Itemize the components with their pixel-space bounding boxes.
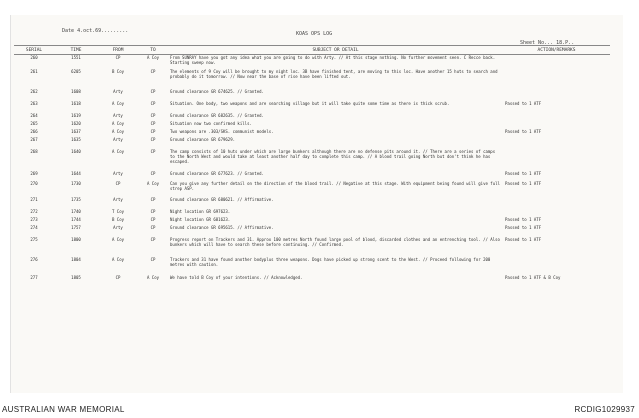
cell-serial: 261 <box>30 68 38 74</box>
table-row <box>14 225 610 237</box>
cell-from: CP <box>115 55 121 60</box>
cell-time: 1804 <box>71 256 81 262</box>
cell-subject: Ground clearance GR 674625. // Granted. <box>170 88 264 94</box>
cell-serial: 266 <box>30 128 38 134</box>
table-row <box>14 89 610 101</box>
table-row <box>14 275 610 297</box>
cell-from: Arty <box>113 170 123 176</box>
col-to: TO <box>138 46 168 55</box>
cell-from: B Coy <box>111 68 125 74</box>
cell-to: CP <box>150 208 156 214</box>
cell-action <box>503 69 610 89</box>
cell-subject: Situation now two confirmed kills. <box>170 120 252 126</box>
col-serial: SERIAL <box>14 46 54 55</box>
cell-to: A Coy <box>146 180 160 186</box>
cell-serial: 277 <box>30 274 38 280</box>
cell-action: Passed to 1 ATF <box>505 180 542 186</box>
cell-time: 1551 <box>71 55 81 60</box>
cell-from: Arty <box>113 88 123 94</box>
cell-serial: 262 <box>30 88 38 94</box>
cell-from: A Coy <box>111 128 125 134</box>
cell-action: Passed to 1 ATF <box>505 100 542 106</box>
cell-to: A Coy <box>146 274 160 280</box>
cell-serial: 260 <box>30 55 38 60</box>
date-field <box>62 28 128 34</box>
cell-time: 6205 <box>71 68 81 74</box>
cell-subject: Situation. One body, two weapons and are searching village but it will take quite some time as there is thick scrub. <box>170 100 450 106</box>
cell-to: CP <box>150 68 156 74</box>
table-row <box>14 137 610 149</box>
cell-subject: From SUNRAY have you got any idea what you are going to do with Arty. // At this stage nothing. No further movement seen. C Recce back. Starting sweep now. <box>170 55 496 65</box>
date-label: Date <box>62 28 75 34</box>
table-row <box>14 69 610 89</box>
table-row <box>14 129 610 137</box>
col-time: TIME <box>54 46 98 55</box>
date-value: 4.oct.69......... <box>77 28 129 34</box>
cell-serial: 272 <box>30 208 38 214</box>
sheet-value: 18.P.. <box>556 40 575 46</box>
cell-from: CP <box>115 180 121 186</box>
cell-subject: Ground clearance GR 682635. // Granted. <box>170 112 264 118</box>
cell-to: CP <box>150 256 156 262</box>
cell-action <box>503 121 610 129</box>
cell-action <box>503 55 610 69</box>
table-row <box>14 171 610 181</box>
table-row <box>14 197 610 209</box>
cell-action <box>503 89 610 101</box>
table-header-row <box>14 46 610 55</box>
table-row <box>14 181 610 197</box>
cell-from: Arty <box>113 136 123 142</box>
cell-serial: 273 <box>30 216 38 222</box>
cell-to: CP <box>150 170 156 176</box>
cell-action: Passed to 1 ATF <box>505 128 542 134</box>
cell-time: 1644 <box>71 170 81 176</box>
cell-serial: 267 <box>30 136 38 142</box>
cell-time: 1740 <box>71 208 81 214</box>
table-row <box>14 121 610 129</box>
cell-to: CP <box>150 216 156 222</box>
cell-serial: 264 <box>30 112 38 118</box>
cell-from: Arty <box>113 112 123 118</box>
cell-from: A Coy <box>111 236 125 242</box>
cell-subject: Trackers and 31 have found another bodyplus three weapons. Dogs have picked up strong scent to the West. // Proceed following for 200 metres with caution. <box>170 256 491 267</box>
cell-from: A Coy <box>111 256 125 262</box>
cell-subject: The elements of 9 Coy will be brought to my night loc. 3B have finished tent, are moving to this loc. Have another 15 huts to search and probably do it tomorrow. // Now near the base of rise have been lifted out. <box>170 68 498 79</box>
archive-credit: AUSTRALIAN WAR MEMORIAL <box>2 405 125 414</box>
cell-to: CP <box>150 236 156 242</box>
cell-to: CP <box>150 100 156 106</box>
table-row <box>14 217 610 225</box>
cell-action <box>503 257 610 275</box>
cell-time: 1735 <box>71 196 81 202</box>
col-from: FROM <box>98 46 138 55</box>
cell-subject: Ground clearance GR 677623. // Granted. <box>170 170 264 176</box>
cell-serial: 268 <box>30 148 38 154</box>
cell-to: CP <box>150 196 156 202</box>
cell-subject: The camp consists of 10 huts under which are large bunkers although there are no defense pits around it. // There are a series of camps to the North West and would take at least another half day to complete this camp. // A blood trail going North but don't think he has escaped. <box>170 148 496 164</box>
sheet-label: Sheet No... <box>520 40 554 46</box>
ops-log-table <box>14 45 610 297</box>
cell-from: A Coy <box>111 100 125 106</box>
cell-from: CP <box>115 274 121 280</box>
cell-subject: Progress report on Trackers and 31. Approx 100 metres North found large pool of blood, discarded clothes and an entrenching tool. // Also bunkers which will have to search these before continuing. // Confirmed. <box>170 236 500 247</box>
cell-serial: 263 <box>30 100 38 106</box>
cell-action: Passed to 1 ATF & B Coy <box>505 274 561 280</box>
cell-to: A Coy <box>146 55 160 60</box>
col-subject: SUBJECT OR DETAIL <box>168 46 503 55</box>
table-row <box>14 209 610 217</box>
cell-action: Passed to 1 ATF <box>505 224 542 230</box>
cell-time: 1618 <box>71 100 81 106</box>
cell-time: 1640 <box>71 148 81 154</box>
cell-serial: 275 <box>30 236 38 242</box>
cell-from: A Coy <box>111 120 125 126</box>
cell-action <box>503 113 610 121</box>
cell-subject: Two weapons are .303/SKS. communist models. <box>170 128 274 134</box>
col-action: ACTION/REMARKS <box>503 46 610 55</box>
cell-serial: 274 <box>30 224 38 230</box>
cell-to: CP <box>150 136 156 142</box>
cell-subject: We have told B Coy of your intentions. // Acknowledged. <box>170 274 303 280</box>
cell-subject: Ground clearance GR 695615. // Affirmative. <box>170 224 274 230</box>
cell-time: 1608 <box>71 88 81 94</box>
cell-from: Arty <box>113 196 123 202</box>
page-title: KOAS OPS LOG <box>296 31 333 37</box>
cell-subject: Can you give any further detail on the direction of the blood trail. // Negative at this stage. With equipment being found will give full strep ASP. <box>170 180 500 191</box>
cell-time: 1619 <box>71 112 81 118</box>
cell-subject: Ground clearance GR 680621. // Affirmative. <box>170 196 274 202</box>
cell-serial: 270 <box>30 180 38 186</box>
cell-time: 1637 <box>71 128 81 134</box>
cell-action: Passed to 1 ATF <box>505 216 542 222</box>
cell-action <box>503 209 610 217</box>
cell-to: CP <box>150 88 156 94</box>
cell-action <box>503 149 610 171</box>
table-row <box>14 113 610 121</box>
cell-time: 1635 <box>71 136 81 142</box>
cell-time: 1730 <box>71 180 81 186</box>
log-body <box>14 55 610 297</box>
cell-to: CP <box>150 128 156 134</box>
cell-action <box>503 197 610 209</box>
cell-to: CP <box>150 148 156 154</box>
cell-time: 1805 <box>71 274 81 280</box>
cell-from: B Coy <box>111 216 125 222</box>
cell-subject: Night location GR 681623. <box>170 216 231 222</box>
cell-action: Passed to 1 ATF <box>505 170 542 176</box>
table-row <box>14 101 610 113</box>
cell-action: Passed to 1 ATF <box>505 236 542 242</box>
table-row <box>14 55 610 69</box>
cell-time: 1757 <box>71 224 81 230</box>
cell-action <box>503 137 610 149</box>
cell-to: CP <box>150 224 156 230</box>
cell-to: CP <box>150 112 156 118</box>
record-id: RCDIG1029937 <box>574 405 635 414</box>
cell-time: 1620 <box>71 120 81 126</box>
table-row <box>14 237 610 257</box>
cell-serial: 269 <box>30 170 38 176</box>
cell-from: T Coy <box>111 208 125 214</box>
cell-time: 1744 <box>71 216 81 222</box>
cell-subject: Night location GR 697623. <box>170 208 231 214</box>
cell-serial: 276 <box>30 256 38 262</box>
cell-from: Arty <box>113 224 123 230</box>
cell-serial: 265 <box>30 120 38 126</box>
cell-subject: Ground clearance GR 679629. <box>170 136 236 142</box>
cell-from: A Coy <box>111 148 125 154</box>
table-row <box>14 257 610 275</box>
cell-serial: 271 <box>30 196 38 202</box>
cell-to: CP <box>150 120 156 126</box>
cell-time: 1800 <box>71 236 81 242</box>
table-row <box>14 149 610 171</box>
